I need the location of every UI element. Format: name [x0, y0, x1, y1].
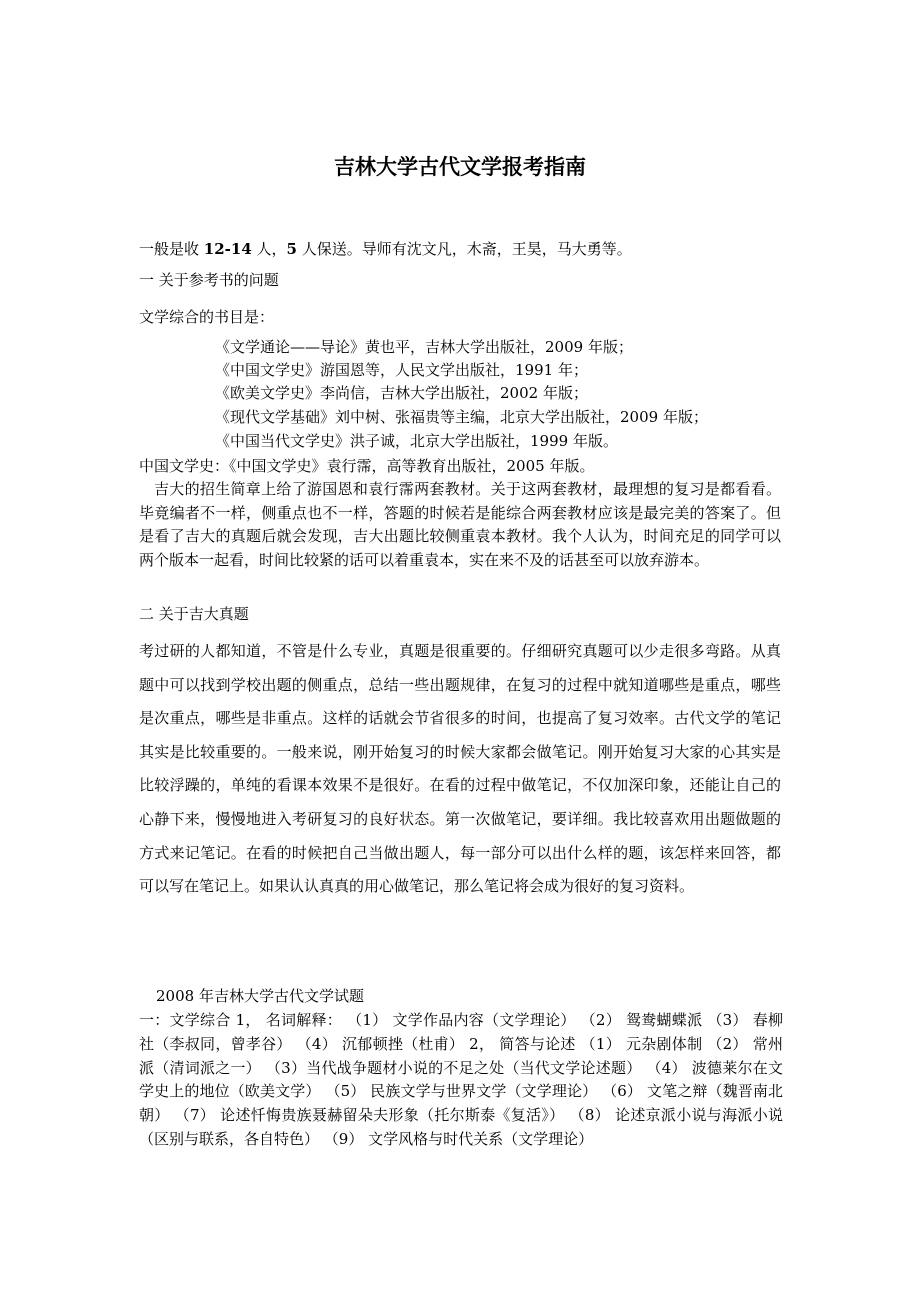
- booklist-label: 文学综合的书目是：: [139, 308, 275, 326]
- intro-line: [139, 239, 632, 259]
- section-heading-references: 一 关于参考书的问题: [139, 271, 279, 289]
- intro-prefix: 一般是收: [139, 240, 204, 258]
- intro-admission-count: 12-14: [203, 240, 252, 258]
- intro-recommended-count: 5: [286, 240, 297, 258]
- page-title: 吉林大学古代文学报考指南: [334, 154, 586, 179]
- section-heading-exams: 二 关于吉大真题: [139, 605, 249, 623]
- exam-paragraph: 考过研的人都知道，不管是什么专业，真题是很重要的。仔细研究真题可以少走很多弯路。从真题中可以找到学校出题的侧重点，总结一些出题规律，在复习的过程中就知道哪些是重点，哪些是次重点，哪些是非重点。这样的话就会节省很多的时间，也提高了复习效率。古代文学的笔记其实是比较重要的。一般来说，刚开始复习的时候大家都会做笔记。刚开始复习大家的心其实是比较浮躁的，单纯的看课本效果不是很好。在看的过程中做笔记，不仅加深印象，还能让自己的心静下来，慢慢地进入考研复习的良好状态。第一次做笔记，要详细。我比较喜欢用出题做题的方式来记笔记。在看的时候把自己当做出题人，每一部分可以出什么样的题，该怎样来回答，都可以写在笔记上。如果认认真真的用心做笔记，那么笔记将会成为很好的复习资料。: [139, 642, 781, 896]
- book-item: 《中国当代文学史》洪子诚，北京大学出版社，1999 年版。: [215, 432, 618, 450]
- exam-year-title: 2008 年吉林大学古代文学试题: [156, 987, 364, 1005]
- intro-mid: 人，: [251, 240, 287, 258]
- textbook-paragraph: 吉大的招生简章上给了游国恩和袁行霈两套教材。关于这两套教材，最理想的复习是都看看。毕竟编者不一样，侧重点也不一样，答题的时候若是能综合两套教材应该是最完美的答案了。但是看了吉大的真题后就会发现，吉大出题比较侧重袁本教材。我个人认为，时间充足的同学可以两个版本一起看，时间比较紧的话可以着重袁本，实在来不及的话甚至可以放弃游本。: [139, 480, 781, 569]
- book-item: 《文学通论——导论》黄也平，吉林大学出版社，2009 年版；: [215, 338, 633, 356]
- book-item: 《现代文学基础》刘中树、张福贵等主编，北京大学出版社，2009 年版；: [215, 408, 708, 426]
- book-item: 《欧美文学史》李尚信，吉林大学出版社，2002 年版；: [215, 384, 588, 402]
- chinese-lit-history-ref: 中国文学史：《中国文学史》袁行霈，高等教育出版社，2005 年版。: [139, 457, 595, 475]
- book-item: 《中国文学史》游国恩等，人民文学出版社，1991 年；: [215, 361, 588, 379]
- intro-suffix: 人保送。导师有沈文凡，木斋，王昊，马大勇等。: [296, 240, 632, 258]
- exam-questions: 一：文学综合 1， 名词解释： （1） 文学作品内容（文学理论） （2） 鸳鸯蝴蝶派 （3） 春柳社（李叔同，曾孝谷） （4） 沉郁顿挫（杜甫） 2， 简答与论述 （1） 元杂剧体制 （2） 常州派（清词派之一） （3）当代战争题材小说的不足之处（当代文学论述题） （4） 波德莱尔在文学史上的地位（欧美文学） （5） 民族文学与世界文学（文学理论） （6） 文笔之辩（魏晋南北朝） （7） 论述忏悔贵族聂赫留朵夫形象（托尔斯泰《复活》） （8） 论述京派小说与海派小说（区别与联系，各自特色） （9） 文学风格与时代关系（文学理论）: [139, 1011, 783, 1148]
